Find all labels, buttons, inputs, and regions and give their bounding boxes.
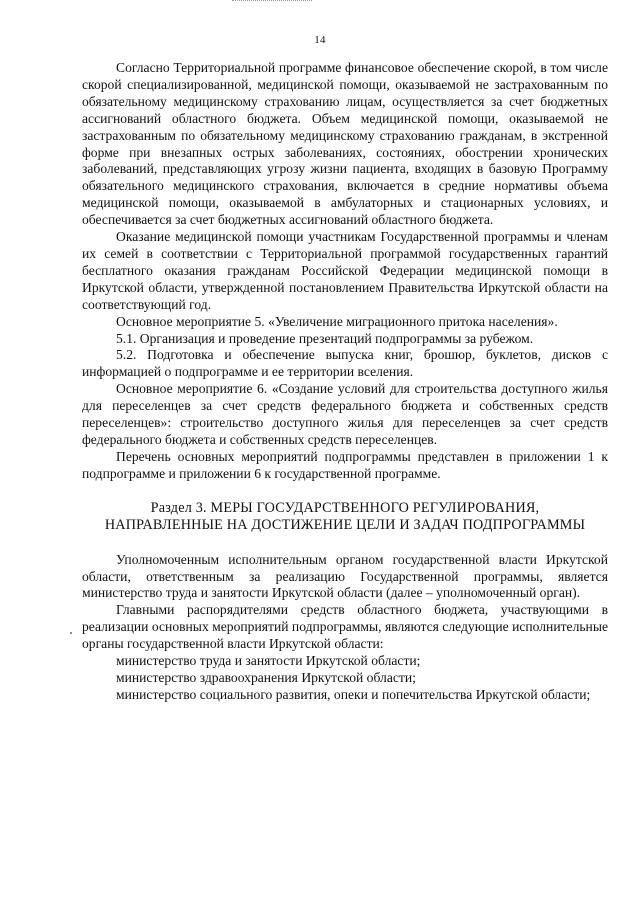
list-item-ministry-labor: министерство труда и занятости Иркутской области; — [116, 653, 421, 669]
section-3-heading-line-2: НАПРАВЛЕННЫЕ НА ДОСТИЖЕНИЕ ЦЕЛИ И ЗАДАЧ ПОДПРОГРАММЫ — [104, 517, 586, 534]
paragraph-medical-care-participants: Оказание медицинской помощи участникам Государственной программы и членам их семей в соответствии с Территориальной программой государственных гарантий бесплатного оказания гражданам Российской Федерации медицинской помощи в Иркутской области, утвержденной постановлением Правительства Иркутской области на соответствующий год. — [82, 229, 608, 312]
paragraph-item-5-1: 5.1. Организация и проведение презентаций подпрограммы за рубежом. — [116, 330, 534, 346]
paragraph-activities-list: Перечень основных мероприятий подпрограммы представлен в приложении 1 к подпрограмме и приложении 6 к государственной программе. — [82, 448, 608, 481]
section-3-heading — [82, 500, 608, 535]
paragraph-authorized-body: Уполномоченным исполнительным органом государственной власти Иркутской области, ответственным за реализацию Государственной программы, является министерство труда и занятости Иркутской области (далее – уполномоченный орган). — [82, 551, 608, 601]
paragraph-budget-managers: Главными распорядителями средств областного бюджета, участвующими в реализации основных мероприятий подпрограммы, являются следующие исполнительные органы государственной власти Иркутской области: — [82, 602, 608, 652]
paragraph-main-activity-6: Основное мероприятие 6. «Создание условий для строительства доступного жилья для переселенцев за счет средств федерального бюджета и собственных средств переселенцев»: строительство доступного жилья для переселенцев за счет средств федерального бюджета и собственных средств переселенцев. — [82, 381, 608, 447]
page-number: 14 — [314, 34, 326, 46]
list-item-ministry-social: министерство социального развития, опеки и попечительства Иркутской области; — [116, 686, 591, 702]
section-3-heading-line-1: Раздел 3. МЕРЫ ГОСУДАРСТВЕННОГО РЕГУЛИРОВАНИЯ, — [150, 499, 540, 516]
scan-artifact — [232, 0, 312, 3]
scan-speck — [70, 632, 72, 634]
paragraph-main-activity-5: Основное мероприятие 5. «Увеличение миграционного притока населения». — [116, 313, 558, 329]
paragraph-ambulance-financing: Согласно Территориальной программе финансовое обеспечение скорой, в том числе скорой специализированной, медицинской помощи, оказываемой не застрахованным по обязательному медицинскому страхованию лицам, осуществляется за счет бюджетных ассигнований областного бюджета. Объем медицинской помощи, оказываемой не застрахованным по обязательному медицинскому страхованию гражданам, в экстренной форме при внезапных острых заболеваниях, состояниях, обострении хронических заболеваний, представляющих угрозу жизни пациента, входящих в базовую Программу обязательного медицинского страхования, включается в средние нормативы объема медицинской помощи, оказываемой в амбулаторных и стационарных условиях, и обеспечивается за счет бюджетных ассигнований областного бюджета. — [82, 60, 608, 228]
document-body — [82, 60, 608, 704]
paragraph-item-5-2: 5.2. Подготовка и обеспечение выпуска книг, брошюр, буклетов, дисков с информацией о подпрограмме и ее территории вселения. — [82, 347, 608, 380]
list-item-ministry-health: министерство здравоохранения Иркутской области; — [116, 670, 416, 685]
